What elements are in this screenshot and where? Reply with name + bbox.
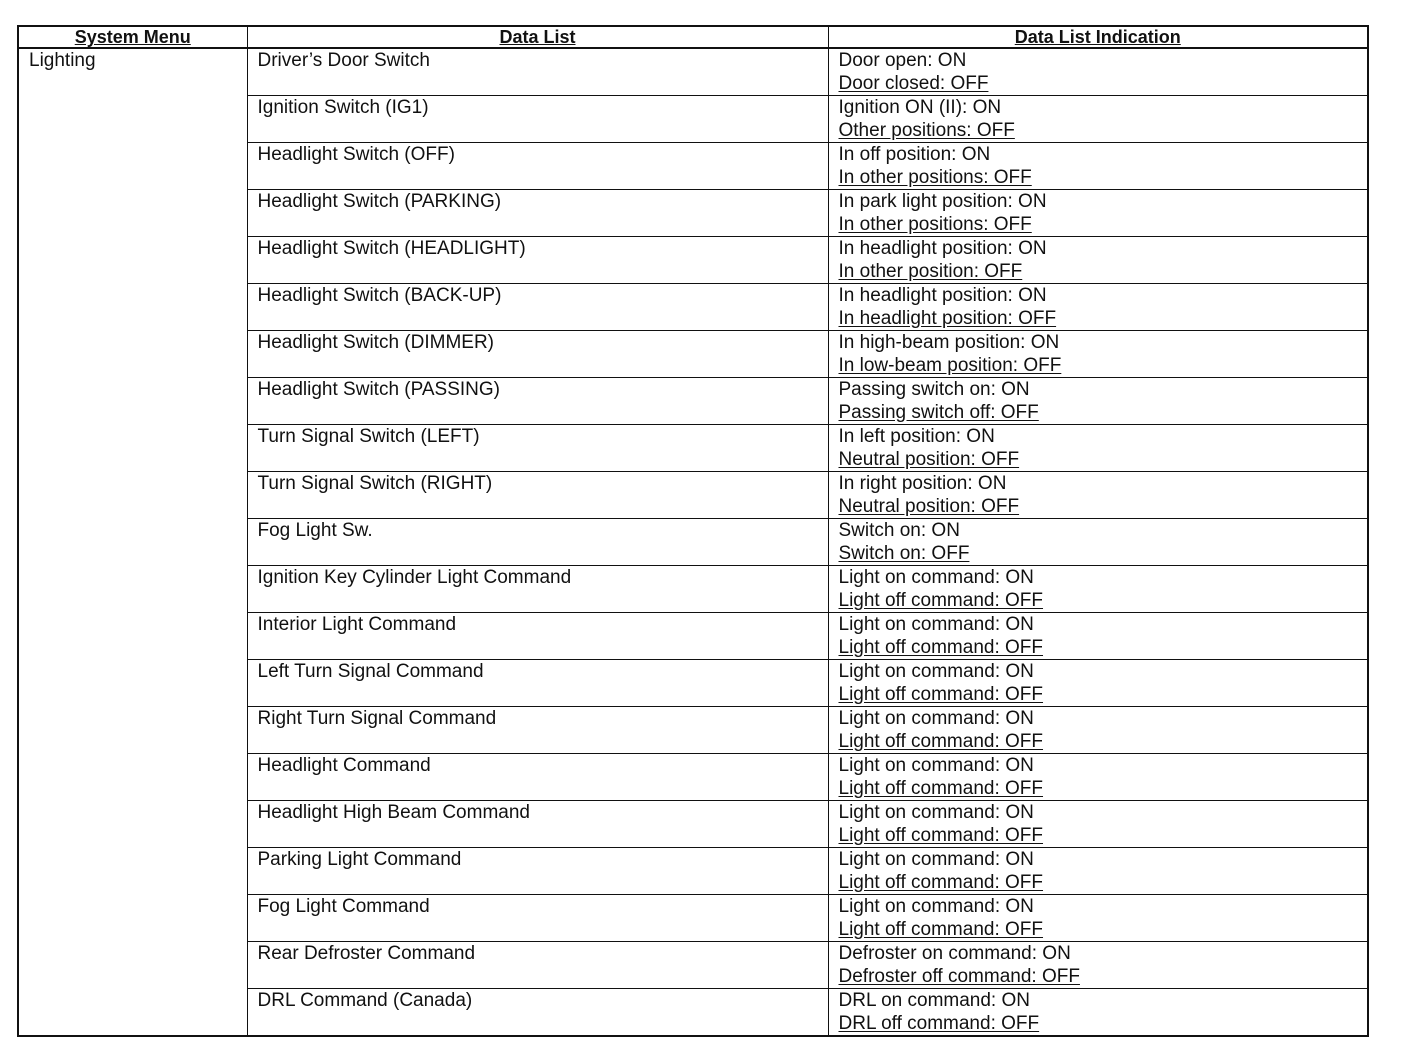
indication-on-text: Ignition ON (II): ON xyxy=(838,97,1002,118)
data-list-item: Headlight High Beam Command xyxy=(247,801,828,848)
data-list-indication xyxy=(828,378,1368,425)
indication-off-text: Door closed: OFF xyxy=(838,72,989,94)
data-list-item: Headlight Switch (BACK-UP) xyxy=(247,284,828,331)
data-list-indication xyxy=(828,284,1368,331)
indication-on-text: Light on command: ON xyxy=(838,567,1034,588)
data-list-item: Left Turn Signal Command xyxy=(247,660,828,707)
data-list-indication xyxy=(828,566,1368,613)
data-list-item: DRL Command (Canada) xyxy=(247,989,828,1037)
indication-on-text: Switch on: ON xyxy=(838,520,960,541)
data-list-item: Headlight Switch (PARKING) xyxy=(247,190,828,237)
indication-off-text: Light off command: OFF xyxy=(838,777,1044,799)
indication-on-text: Light on command: ON xyxy=(838,802,1034,823)
data-list-indication xyxy=(828,190,1368,237)
indication-off-text: Light off command: OFF xyxy=(838,871,1044,893)
indication-on-text: Light on command: ON xyxy=(838,708,1034,729)
data-list-item: Right Turn Signal Command xyxy=(247,707,828,754)
data-list-item: Headlight Switch (OFF) xyxy=(247,143,828,190)
data-list-item: Headlight Switch (HEADLIGHT) xyxy=(247,237,828,284)
indication-off-text: Light off command: OFF xyxy=(838,730,1044,752)
indication-on-text: In high-beam position: ON xyxy=(838,332,1060,353)
data-list-item: Ignition Switch (IG1) xyxy=(247,96,828,143)
indication-off-text: Defroster off command: OFF xyxy=(838,965,1080,987)
table-row xyxy=(18,48,1368,96)
indication-on-text: Light on command: ON xyxy=(838,661,1034,682)
header-data-list: Data List xyxy=(247,26,828,48)
data-list-item: Parking Light Command xyxy=(247,848,828,895)
header-data-list-indication: Data List Indication xyxy=(828,26,1368,48)
indication-on-text: Passing switch on: ON xyxy=(838,379,1030,400)
indication-on-text: DRL on command: ON xyxy=(838,990,1030,1011)
data-list-item: Fog Light Sw. xyxy=(247,519,828,566)
data-list-indication xyxy=(828,801,1368,848)
indication-on-text: In left position: ON xyxy=(838,426,995,447)
system-menu-cell xyxy=(18,48,247,1036)
indication-off-text: In low-beam position: OFF xyxy=(838,354,1062,376)
indication-on-text: Light on command: ON xyxy=(838,849,1034,870)
data-list-item: Turn Signal Switch (RIGHT) xyxy=(247,472,828,519)
indication-off-text: In other positions: OFF xyxy=(838,166,1032,188)
data-list-item: Headlight Switch (DIMMER) xyxy=(247,331,828,378)
indication-on-text: Defroster on command: ON xyxy=(838,943,1071,964)
indication-off-text: In headlight position: OFF xyxy=(838,307,1057,329)
indication-on-text: In headlight position: ON xyxy=(838,285,1047,306)
data-list-indication xyxy=(828,331,1368,378)
indication-off-text: Light off command: OFF xyxy=(838,589,1044,611)
data-list-indication xyxy=(828,989,1368,1037)
data-list-indication xyxy=(828,237,1368,284)
indication-off-text: Other positions: OFF xyxy=(838,119,1015,141)
data-list-item: Headlight Switch (PASSING) xyxy=(247,378,828,425)
data-list-item: Interior Light Command xyxy=(247,613,828,660)
data-list-indication xyxy=(828,48,1368,96)
indication-off-text: DRL off command: OFF xyxy=(838,1012,1040,1034)
data-list-indication xyxy=(828,895,1368,942)
data-list-indication xyxy=(828,613,1368,660)
indication-off-text: Switch on: OFF xyxy=(838,542,970,564)
data-list-indication xyxy=(828,942,1368,989)
indication-on-text: In right position: ON xyxy=(838,473,1007,494)
indication-off-text: In other position: OFF xyxy=(838,260,1023,282)
data-list-item: Rear Defroster Command xyxy=(247,942,828,989)
data-list-indication xyxy=(828,848,1368,895)
table-body xyxy=(18,48,1368,1036)
indication-off-text: Light off command: OFF xyxy=(838,636,1044,658)
data-list-item: Driver’s Door Switch xyxy=(247,48,828,96)
table-header-row xyxy=(18,26,1368,48)
data-list-indication xyxy=(828,425,1368,472)
data-list-indication xyxy=(828,660,1368,707)
indication-off-text: Light off command: OFF xyxy=(838,918,1044,940)
data-list-indication xyxy=(828,519,1368,566)
indication-off-text: In other positions: OFF xyxy=(838,213,1032,235)
data-list-item: Headlight Command xyxy=(247,754,828,801)
header-system-menu: System Menu xyxy=(18,26,247,48)
data-list-indication xyxy=(828,472,1368,519)
data-list-item: Fog Light Command xyxy=(247,895,828,942)
data-list-indication xyxy=(828,143,1368,190)
indication-on-text: Light on command: ON xyxy=(838,614,1034,635)
indication-on-text: Light on command: ON xyxy=(838,896,1034,917)
indication-off-text: Light off command: OFF xyxy=(838,683,1044,705)
data-list-item: Ignition Key Cylinder Light Command xyxy=(247,566,828,613)
data-list-table xyxy=(17,25,1369,1037)
system-menu-label: Lighting xyxy=(29,50,96,71)
indication-on-text: Light on command: ON xyxy=(838,755,1034,776)
data-list-indication xyxy=(828,754,1368,801)
indication-off-text: Neutral position: OFF xyxy=(838,448,1020,470)
indication-off-text: Neutral position: OFF xyxy=(838,495,1020,517)
indication-on-text: In off position: ON xyxy=(838,144,991,165)
data-list-indication xyxy=(828,707,1368,754)
data-list-indication xyxy=(828,96,1368,143)
indication-off-text: Passing switch off: OFF xyxy=(838,401,1039,423)
data-list-item: Turn Signal Switch (LEFT) xyxy=(247,425,828,472)
indication-on-text: In park light position: ON xyxy=(838,191,1047,212)
indication-on-text: In headlight position: ON xyxy=(838,238,1047,259)
indication-on-text: Door open: ON xyxy=(838,50,967,71)
indication-off-text: Light off command: OFF xyxy=(838,824,1044,846)
